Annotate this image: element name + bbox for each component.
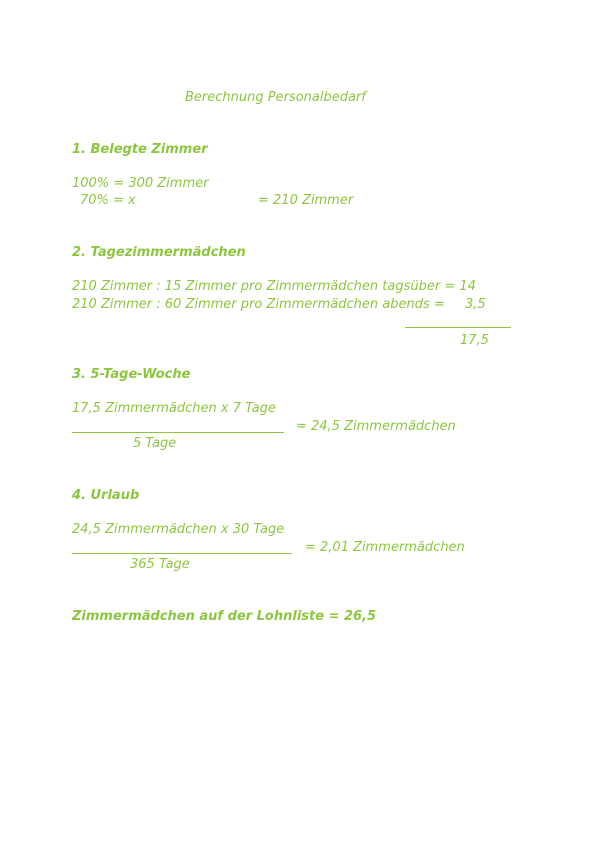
s4-numerator: 24,5 Zimmermädchen x 30 Tage [72, 522, 285, 537]
section-1-heading: 1. Belegte Zimmer [72, 142, 208, 157]
s1-line-2: 70% = x [80, 193, 136, 208]
s3-denominator: 5 Tage [133, 436, 177, 451]
section-4-heading: 4. Urlaub [72, 488, 140, 503]
s2-line-1: 210 Zimmer : 15 Zimmer pro Zimmermädchen tagsüber = 14 [72, 279, 476, 294]
s3-result: = 24,5 Zimmermädchen [296, 419, 456, 434]
sum-rule [405, 327, 511, 328]
s2-sum: 17,5 [460, 333, 489, 348]
section-2-heading: 2. Tagezimmermädchen [72, 245, 246, 260]
total-line: Zimmermädchen auf der Lohnliste = 26,5 [72, 609, 377, 624]
s4-fraction-line [72, 553, 292, 554]
s3-fraction-line [72, 432, 284, 433]
s2-line-2-value: 3,5 [465, 297, 486, 312]
s2-line-2: 210 Zimmer : 60 Zimmer pro Zimmermädchen abends = [72, 297, 445, 312]
page-title: Berechnung Personalbedarf [185, 90, 366, 105]
s3-numerator: 17,5 Zimmermädchen x 7 Tage [72, 401, 276, 416]
s1-result: = 210 Zimmer [258, 193, 354, 208]
s4-result: = 2,01 Zimmermädchen [305, 540, 465, 555]
s4-denominator: 365 Tage [130, 557, 190, 572]
s1-line-1: 100% = 300 Zimmer [72, 176, 209, 191]
section-3-heading: 3. 5-Tage-Woche [72, 367, 191, 382]
